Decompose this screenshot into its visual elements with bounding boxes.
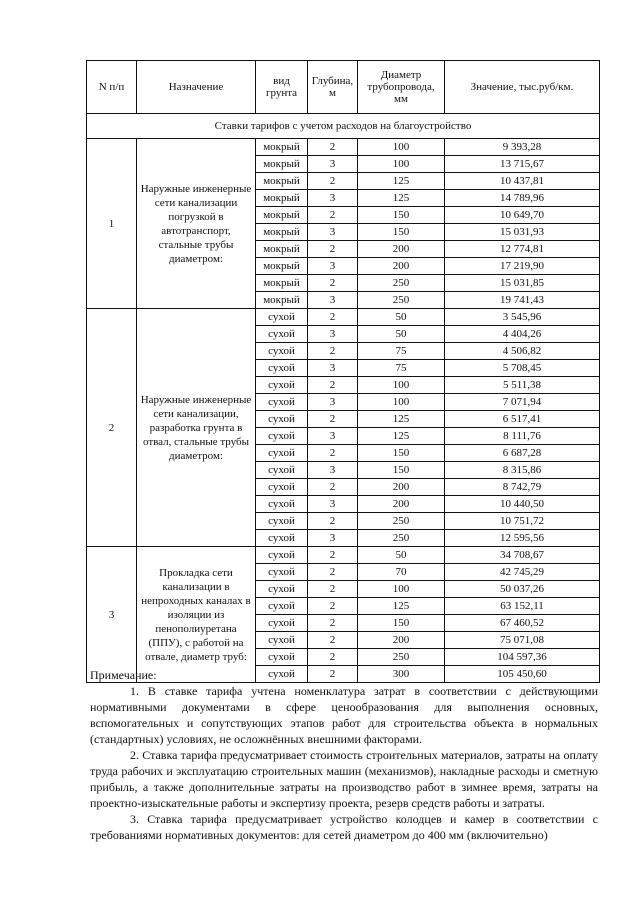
cell-depth: 3 — [308, 530, 358, 547]
cell-depth: 2 — [308, 275, 358, 292]
cell-value: 105 450,60 — [445, 666, 600, 683]
cell-diameter: 125 — [358, 428, 445, 445]
cell-soil-type: сухой — [256, 428, 308, 445]
cell-depth: 3 — [308, 462, 358, 479]
cell-diameter: 200 — [358, 496, 445, 513]
cell-depth: 2 — [308, 411, 358, 428]
cell-value: 10 751,72 — [445, 513, 600, 530]
cell-value: 10 649,70 — [445, 207, 600, 224]
cell-value: 104 597,36 — [445, 649, 600, 666]
cell-diameter: 100 — [358, 139, 445, 156]
section-title: Ставки тарифов с учетом расходов на благоустройство — [87, 114, 600, 139]
cell-depth: 2 — [308, 343, 358, 360]
cell-depth: 2 — [308, 139, 358, 156]
cell-value: 67 460,52 — [445, 615, 600, 632]
cell-diameter: 75 — [358, 343, 445, 360]
cell-depth: 3 — [308, 326, 358, 343]
cell-soil-type: мокрый — [256, 224, 308, 241]
cell-depth: 2 — [308, 207, 358, 224]
cell-diameter: 200 — [358, 632, 445, 649]
cell-value: 15 031,93 — [445, 224, 600, 241]
cell-value: 12 774,81 — [445, 241, 600, 258]
cell-soil-type: сухой — [256, 309, 308, 326]
cell-value: 63 152,11 — [445, 598, 600, 615]
cell-diameter: 150 — [358, 615, 445, 632]
cell-diameter: 150 — [358, 224, 445, 241]
cell-diameter: 250 — [358, 513, 445, 530]
note-item: 1. В ставке тарифа учтена номенклатура затрат в соответствии с действующими нормативными документами в сфере ценообразования для выполнения основных, вспомогательных и сопутствующих этапов работ для строительства объекта в нормальных (стандартных) условиях, не осложнённых внешними факторами. — [90, 684, 598, 746]
cell-depth: 2 — [308, 581, 358, 598]
cell-diameter: 125 — [358, 173, 445, 190]
cell-soil-type: сухой — [256, 377, 308, 394]
cell-soil-type: сухой — [256, 547, 308, 564]
cell-value: 75 071,08 — [445, 632, 600, 649]
note-item: 2. Ставка тарифа предусматривает стоимость строительных материалов, затраты на оплату труда рабочих и эксплуатацию строительных машин (механизмов), накладные расходы и сметную прибыль, а также дополнительные затраты на производство работ в зимнее время, затраты на проектно-изыскательные работы и экспертизу проекта, резерв средств работы и затраты. — [90, 748, 598, 810]
cell-soil-type: мокрый — [256, 258, 308, 275]
tariff-table — [86, 60, 600, 683]
cell-depth: 3 — [308, 258, 358, 275]
cell-diameter: 300 — [358, 666, 445, 683]
cell-depth: 3 — [308, 360, 358, 377]
cell-soil-type: сухой — [256, 360, 308, 377]
cell-soil-type: сухой — [256, 411, 308, 428]
cell-soil-type: мокрый — [256, 139, 308, 156]
cell-value: 12 595,56 — [445, 530, 600, 547]
cell-diameter: 250 — [358, 275, 445, 292]
cell-value: 8 315,86 — [445, 462, 600, 479]
cell-depth: 2 — [308, 445, 358, 462]
cell-diameter: 50 — [358, 309, 445, 326]
cell-diameter: 50 — [358, 326, 445, 343]
cell-diameter: 150 — [358, 462, 445, 479]
cell-value: 6 517,41 — [445, 411, 600, 428]
header-diameter: Диаметр трубопровода, мм — [358, 61, 445, 114]
header-purpose: Назначение — [137, 61, 256, 114]
cell-diameter: 250 — [358, 292, 445, 309]
cell-value: 34 708,67 — [445, 547, 600, 564]
cell-soil-type: сухой — [256, 632, 308, 649]
cell-soil-type: сухой — [256, 445, 308, 462]
cell-soil-type: сухой — [256, 394, 308, 411]
note-item: 3. Ставка тарифа предусматривает устройство колодцев и камер в соответствии с требованиями нормативных документов: для сетей диаметром до 400 мм (включительно) — [90, 812, 598, 842]
cell-value: 10 440,50 — [445, 496, 600, 513]
cell-depth: 2 — [308, 615, 358, 632]
cell-soil-type: мокрый — [256, 156, 308, 173]
cell-soil-type: сухой — [256, 462, 308, 479]
cell-depth: 3 — [308, 292, 358, 309]
cell-diameter: 100 — [358, 377, 445, 394]
cell-depth: 3 — [308, 394, 358, 411]
cell-soil-type: мокрый — [256, 292, 308, 309]
cell-value: 5 708,45 — [445, 360, 600, 377]
cell-diameter: 75 — [358, 360, 445, 377]
cell-value: 19 741,43 — [445, 292, 600, 309]
cell-value: 17 219,90 — [445, 258, 600, 275]
section-title-row — [87, 114, 600, 139]
cell-soil-type: сухой — [256, 564, 308, 581]
cell-depth: 2 — [308, 666, 358, 683]
cell-soil-type: мокрый — [256, 190, 308, 207]
cell-soil-type: сухой — [256, 666, 308, 683]
cell-soil-type: сухой — [256, 530, 308, 547]
cell-depth: 3 — [308, 224, 358, 241]
group-number: 3 — [87, 547, 137, 683]
notes-block — [90, 667, 598, 843]
cell-depth: 2 — [308, 632, 358, 649]
group-purpose: Наружные инженерные сети канализации, разработка грунта в отвал, стальные трубы диаметром: — [137, 309, 256, 547]
cell-soil-type: мокрый — [256, 275, 308, 292]
cell-diameter: 200 — [358, 258, 445, 275]
cell-depth: 2 — [308, 564, 358, 581]
cell-value: 14 789,96 — [445, 190, 600, 207]
cell-diameter: 250 — [358, 530, 445, 547]
cell-value: 8 111,76 — [445, 428, 600, 445]
header-num: N п/п — [87, 61, 137, 114]
cell-diameter: 70 — [358, 564, 445, 581]
cell-depth: 2 — [308, 173, 358, 190]
cell-depth: 2 — [308, 241, 358, 258]
group-number: 2 — [87, 309, 137, 547]
header-soil-type: вид грунта — [256, 61, 308, 114]
cell-diameter: 150 — [358, 445, 445, 462]
cell-soil-type: сухой — [256, 649, 308, 666]
header-depth: Глубина, м — [308, 61, 358, 114]
group-purpose: Прокладка сети канализации в непроходных каналах в изоляции из пенополиуретана (ППУ), с работой на отвале, диаметр труб: — [137, 547, 256, 683]
cell-value: 4 506,82 — [445, 343, 600, 360]
cell-diameter: 125 — [358, 598, 445, 615]
cell-diameter: 125 — [358, 411, 445, 428]
cell-soil-type: сухой — [256, 343, 308, 360]
table-header-row — [87, 61, 600, 114]
cell-soil-type: сухой — [256, 479, 308, 496]
table-row — [87, 139, 600, 156]
cell-diameter: 250 — [358, 649, 445, 666]
cell-depth: 3 — [308, 156, 358, 173]
cell-soil-type: мокрый — [256, 241, 308, 258]
cell-value: 13 715,67 — [445, 156, 600, 173]
group-number: 1 — [87, 139, 137, 309]
cell-value: 15 031,85 — [445, 275, 600, 292]
cell-depth: 2 — [308, 377, 358, 394]
cell-soil-type: сухой — [256, 496, 308, 513]
cell-diameter: 100 — [358, 156, 445, 173]
cell-diameter: 125 — [358, 190, 445, 207]
cell-diameter: 150 — [358, 207, 445, 224]
cell-value: 5 511,38 — [445, 377, 600, 394]
table-row — [87, 547, 600, 564]
cell-depth: 3 — [308, 190, 358, 207]
cell-diameter: 200 — [358, 479, 445, 496]
notes-title: Примечание: — [90, 668, 157, 682]
header-value: Значение, тыс.руб/км. — [445, 61, 600, 114]
cell-depth: 2 — [308, 479, 358, 496]
cell-depth: 2 — [308, 309, 358, 326]
cell-depth: 2 — [308, 649, 358, 666]
group-purpose: Наружные инженерные сети канализации погрузкой в автотранспорт, стальные трубы диаметром: — [137, 139, 256, 309]
cell-soil-type: сухой — [256, 513, 308, 530]
cell-depth: 2 — [308, 513, 358, 530]
cell-value: 3 545,96 — [445, 309, 600, 326]
cell-value: 50 037,26 — [445, 581, 600, 598]
cell-value: 9 393,28 — [445, 139, 600, 156]
cell-diameter: 50 — [358, 547, 445, 564]
cell-soil-type: сухой — [256, 581, 308, 598]
cell-value: 4 404,26 — [445, 326, 600, 343]
cell-value: 7 071,94 — [445, 394, 600, 411]
cell-depth: 3 — [308, 496, 358, 513]
cell-depth: 3 — [308, 428, 358, 445]
cell-diameter: 100 — [358, 581, 445, 598]
cell-soil-type: сухой — [256, 615, 308, 632]
cell-diameter: 200 — [358, 241, 445, 258]
cell-value: 42 745,29 — [445, 564, 600, 581]
cell-value: 6 687,28 — [445, 445, 600, 462]
cell-value: 10 437,81 — [445, 173, 600, 190]
cell-depth: 2 — [308, 547, 358, 564]
cell-diameter: 100 — [358, 394, 445, 411]
table-row — [87, 309, 600, 326]
cell-depth: 2 — [308, 598, 358, 615]
cell-soil-type: сухой — [256, 326, 308, 343]
cell-soil-type: мокрый — [256, 173, 308, 190]
cell-soil-type: сухой — [256, 598, 308, 615]
cell-value: 8 742,79 — [445, 479, 600, 496]
cell-soil-type: мокрый — [256, 207, 308, 224]
